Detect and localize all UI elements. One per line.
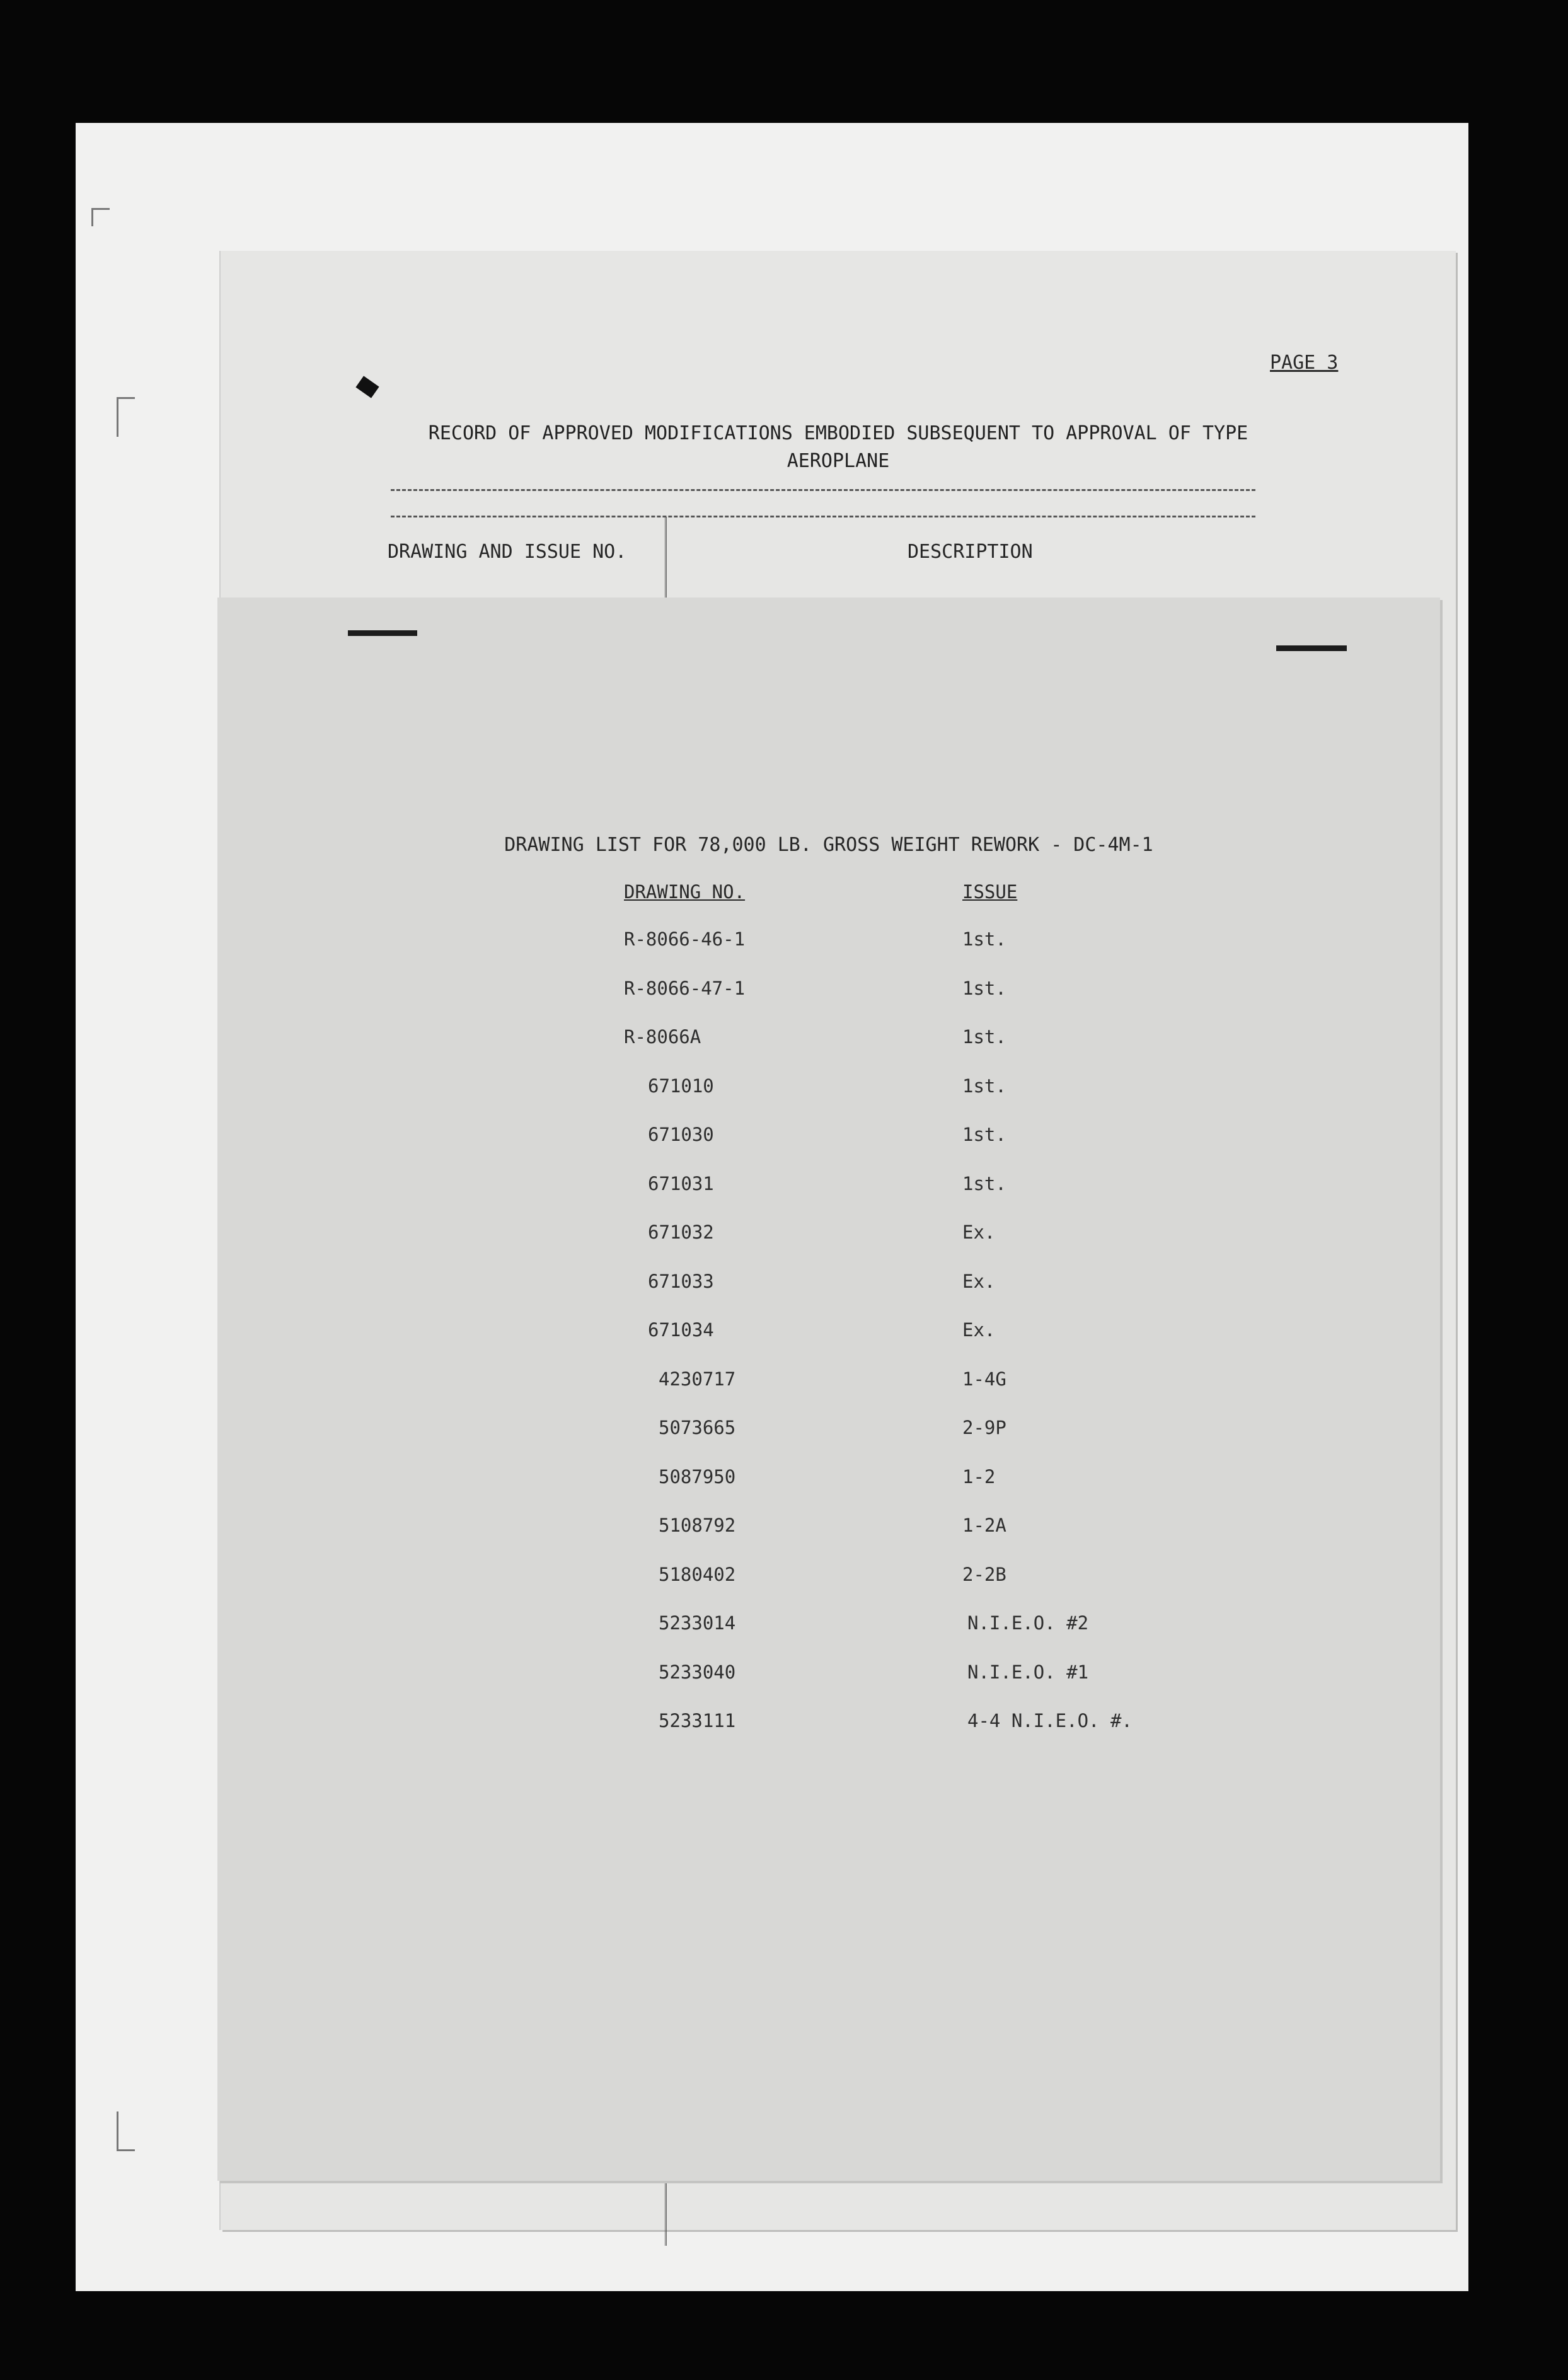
column-header-description: DESCRIPTION [908,541,1033,563]
table-row [217,1710,1440,1759]
issue-value: 1st. [962,1124,1006,1145]
hole-punch-mark-right [1276,645,1347,651]
title-rule [391,489,1255,491]
issue-value: 1-2A [962,1515,1006,1536]
drawing-number: 5180402 [659,1563,736,1585]
table-row [217,1466,1440,1515]
table-row [217,1417,1440,1465]
column-divider-top [665,517,667,599]
drawing-number: 5233014 [659,1612,736,1634]
record-title-line-1: RECORD OF APPROVED MODIFICATIONS EMBODIED SUBSEQUENT TO APPROVAL OF TYPE [428,422,1248,444]
table-row [217,1271,1440,1319]
drawing-list-title [217,834,1440,856]
column-header-drawing: DRAWING AND ISSUE NO. [388,541,627,563]
issue-value: Ex. [962,1222,996,1243]
issue-value: N.I.E.O. #1 [967,1661,1089,1683]
table-row [217,1564,1440,1612]
drawing-number: R-8066A [624,1026,701,1048]
drawing-number: 671031 [648,1172,714,1194]
drawing-number: R-8066-46-1 [624,928,746,950]
column-divider-bottom [665,2170,667,2246]
record-title [221,420,1456,475]
drawing-number: 5233040 [659,1661,736,1683]
issue-value: 1st. [962,1075,1006,1097]
ink-mark [355,376,379,398]
issue-value: 1-4G [962,1368,1006,1390]
issue-value: 1st. [962,977,1006,999]
drawing-list-sheet [217,598,1440,2181]
table-row [217,1026,1440,1075]
issue-value: Ex. [962,1270,996,1292]
issue-value: N.I.E.O. #2 [967,1612,1089,1634]
issue-value: 1-2 [962,1465,996,1488]
drawing-number: 671032 [648,1222,714,1243]
drawing-number: 5073665 [659,1417,736,1438]
drawing-number: 5108792 [659,1515,736,1536]
drawing-number: 5087950 [659,1465,736,1488]
drawing-number: 671030 [648,1124,714,1145]
table-row [217,1319,1440,1368]
drawing-number: R-8066-47-1 [624,977,746,999]
table-row [217,1515,1440,1563]
corner-mark-top-left [91,208,110,226]
issue-value: 2-2B [962,1563,1006,1585]
table-row [217,978,1440,1026]
table-row [217,1368,1440,1417]
issue-value: 1st. [962,928,1006,950]
table-row [217,1173,1440,1222]
record-title-line-2: AEROPLANE [787,450,890,472]
hole-punch-mark-left [348,630,417,636]
drawing-number: 671034 [648,1319,714,1341]
table-row [217,1075,1440,1124]
issue-value: 1st. [962,1172,1006,1194]
drawing-number: 5233111 [659,1710,736,1731]
table-row [217,1222,1440,1270]
issue-value: 1st. [962,1026,1006,1048]
table-row [217,1124,1440,1172]
header-drawing-no: DRAWING NO. [624,881,746,903]
header-issue: ISSUE [962,881,1018,903]
issue-value: 4-4 N.I.E.O. #. [967,1710,1133,1731]
drawing-number: 4230717 [659,1368,736,1390]
corner-mark-middle-left [117,397,135,437]
page-number: PAGE 3 [1270,352,1339,374]
header-rule [391,516,1255,517]
corner-mark-bottom-left [117,2111,135,2151]
table-row [217,1612,1440,1661]
table-row [217,1661,1440,1710]
table-row [217,928,1440,977]
drawing-number: 671010 [648,1075,714,1097]
drawing-list-title-text: DRAWING LIST FOR 78,000 LB. GROSS WEIGHT REWORK - DC-4M-1 [504,834,1153,856]
issue-value: Ex. [962,1319,996,1341]
drawing-number: 671033 [648,1270,714,1292]
issue-value: 2-9P [962,1417,1006,1438]
